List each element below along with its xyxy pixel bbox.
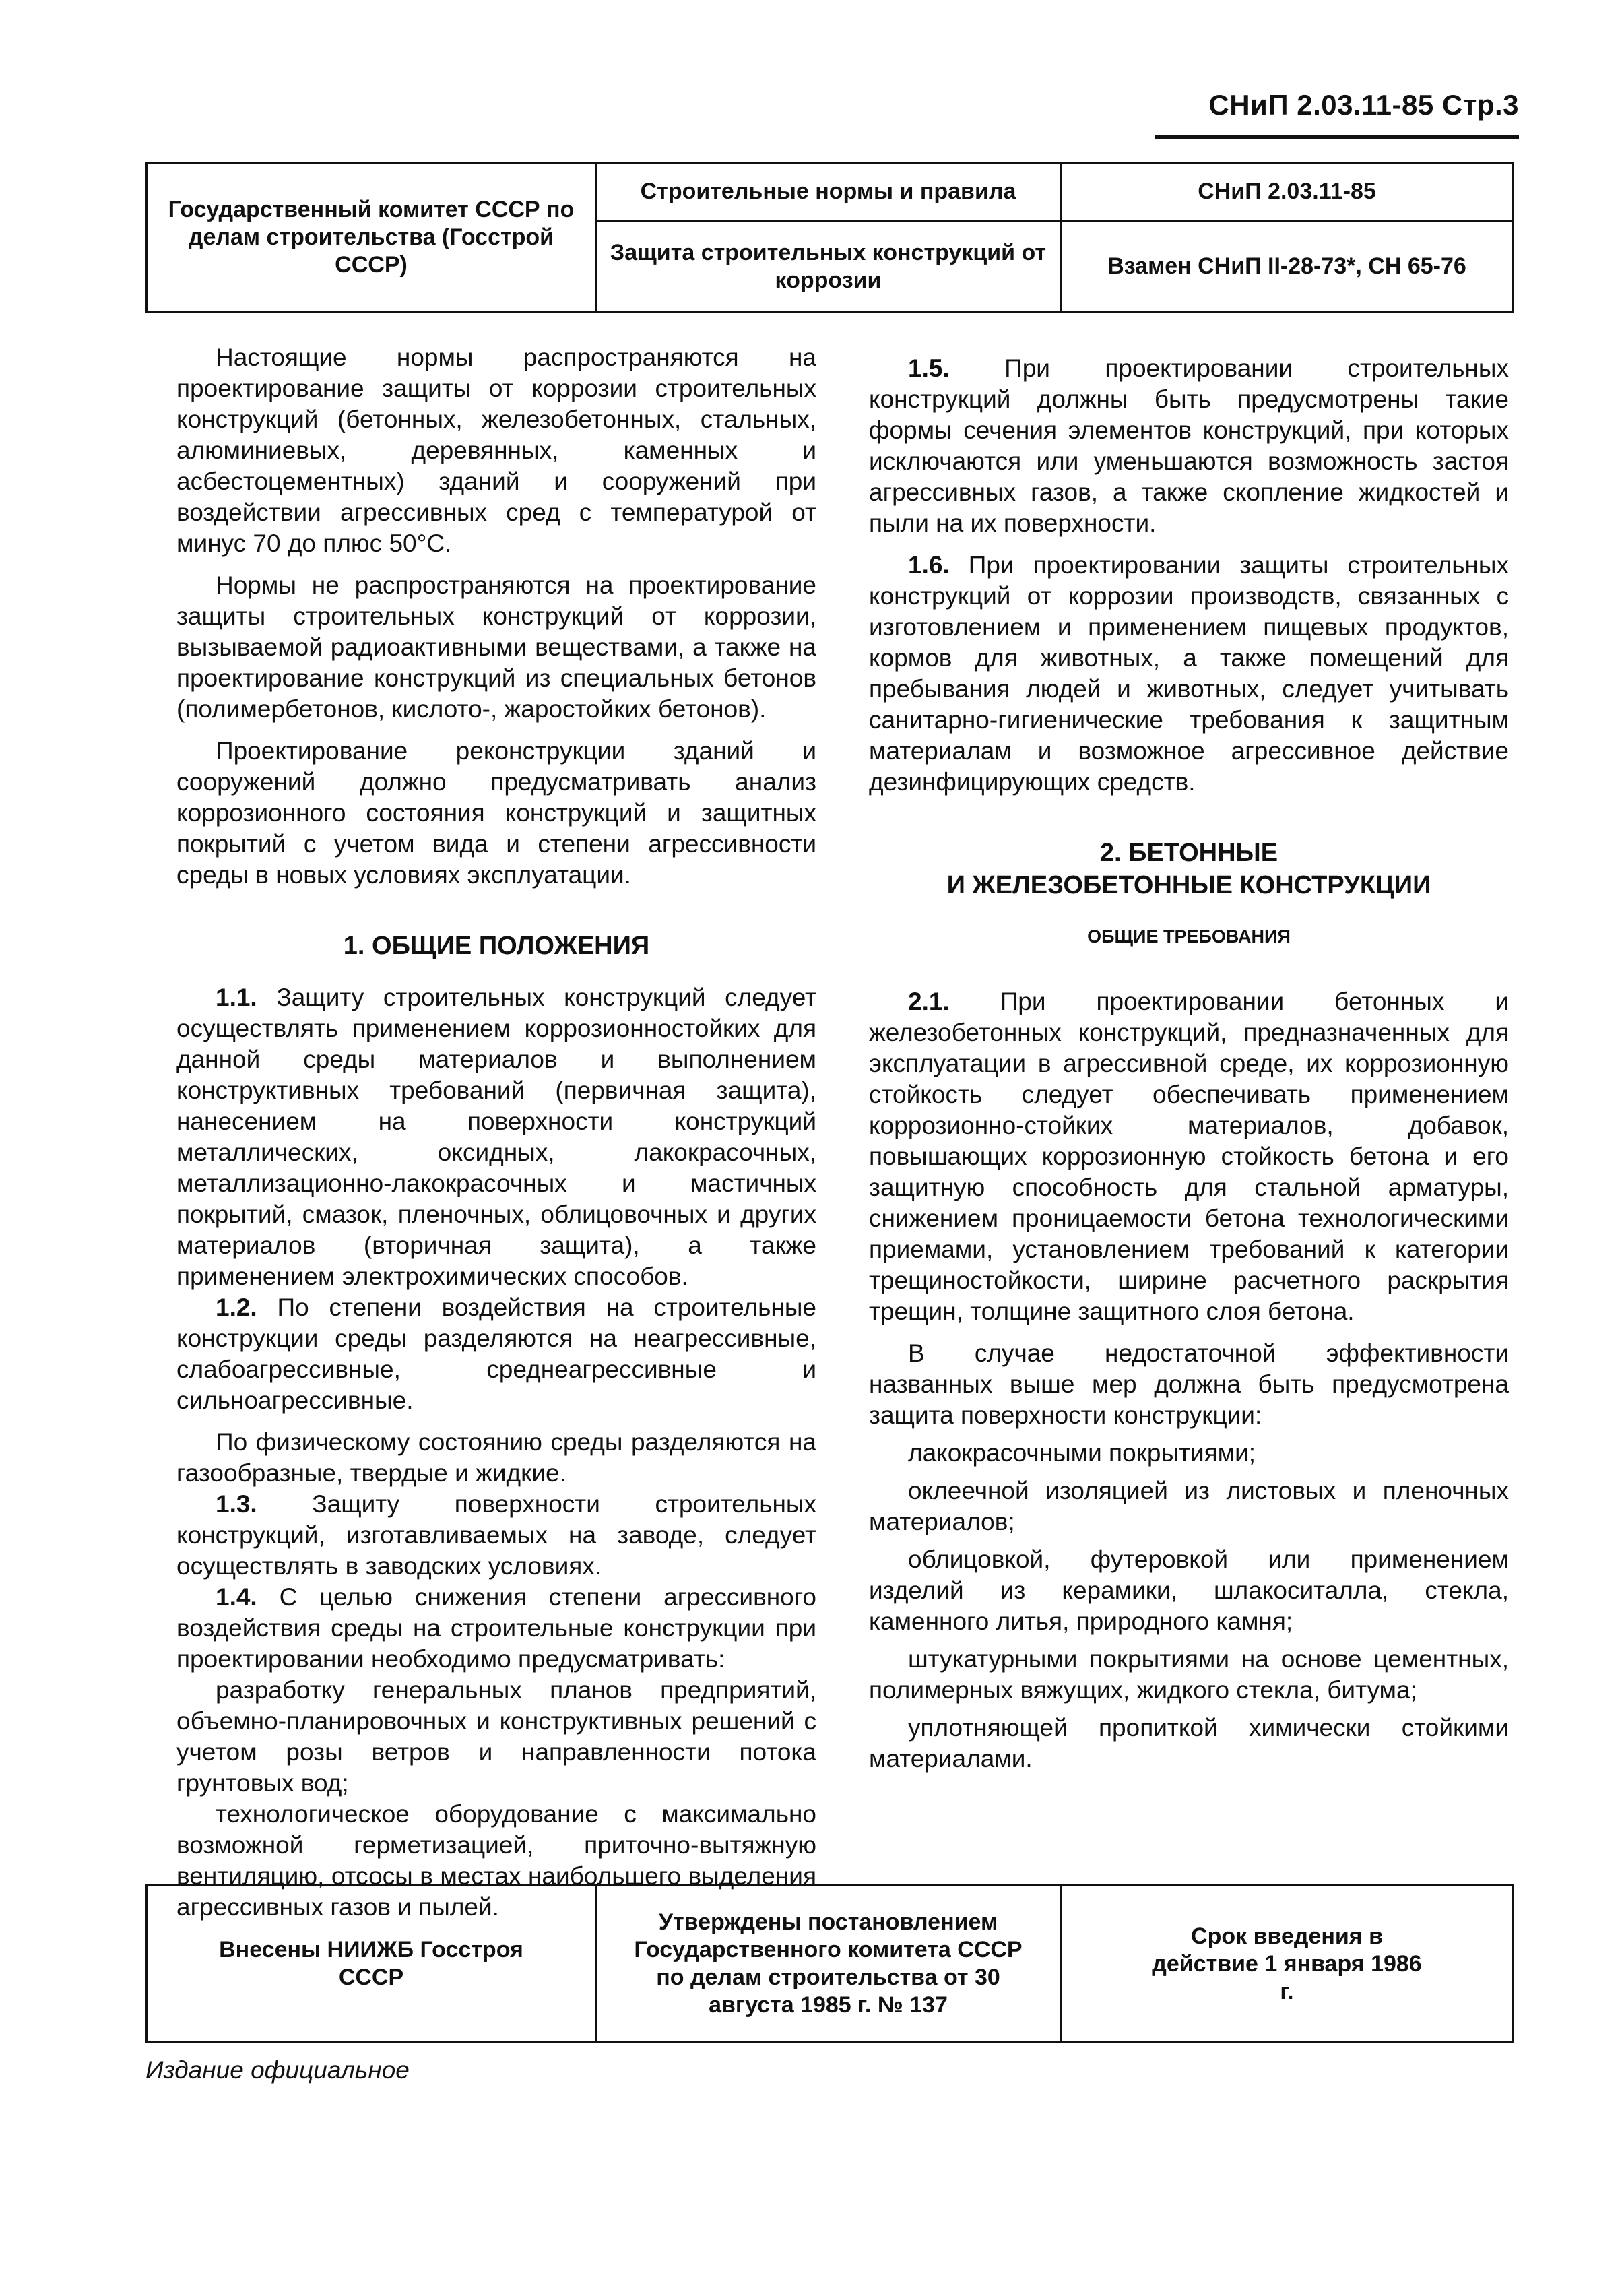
effective-cell: Срок введения в действие 1 января 1986 г. [1061,1886,1514,2043]
list-item: облицовкой, футеровкой или применением изделий из керамики, шлакоситалла, стекла, каменного литья, природного камня; [869,1545,1509,1635]
list-item: разработку генеральных планов предприятий, объемно-планировочных и конструктивных решений с учетом розы ветров и направленности потока грунтовых вод; [176,1676,816,1797]
list-item: технологическое оборудование с максимально возможной герметизацией, приточно-вытяжную вентиляцию, отсосы в местах наибольшего выделения агрессивных газов и пылей. [176,1800,816,1921]
clause-number: 1.2. [216,1294,257,1321]
section-1-heading: 1. ОБЩИЕ ПОЛОЖЕНИЯ [343,932,650,960]
replaces-cell: Взамен СНиП II-28-73*, СН 65-76 [1061,221,1514,313]
committee-cell: Государственный комитет СССР по делам строительства (Госстрой СССР) [147,163,596,313]
clause-1-2 [176,1292,816,1416]
clause-number: 1.1. [216,984,257,1011]
clause-text: С целью снижения степени агрессивного воздействия среды на строительные конструкции при проектировании необходимо предусматривать: [176,1583,816,1673]
title-cell: Защита строительных конструкций от коррозии [596,221,1061,313]
running-header-rule [1155,135,1519,139]
intro-paragraph: Нормы не распространяются на проектирование защиты строительных конструкций от коррозии, вызываемой радиоактивными веществами, а также на проектирование конструкций из специальных бетонов (полимербетонов, кислото-, жаростойких бетонов). [176,571,816,723]
clause-2-1-continuation: В случае недостаточной эффективности названных выше мер должна быть предусмотрена защита поверхности конструкции: [869,1339,1509,1429]
header-table [145,162,1514,313]
submitted-cell: Внесены НИИЖБ Госстроя СССР [147,1886,596,2043]
code-cell: СНиП 2.03.11-85 [1061,163,1514,221]
section-2-heading [869,837,1509,901]
clause-1-6 [869,550,1509,798]
clause-1-4 [176,1582,816,1675]
clause-number: 1.5. [908,354,950,382]
clause-1-2-continuation: По физическому состоянию среды разделяются на газообразные, твердые и жидкие. [176,1428,816,1487]
approved-cell: Утверждены постановлением Государственного комитета СССР по делам строительства от 30 августа 1985 г. № 137 [596,1886,1061,2043]
intro-paragraph: Проектирование реконструкции зданий и сооружений должно предусматривать анализ коррозионного состояния конструкций и защитных покрытий с учетом вида и степени агрессивности среды в новых условиях эксплуатации. [176,737,816,889]
clause-text: Защиту поверхности строительных конструкций, изготавливаемых на заводе, следует осуществлять в заводских условиях. [176,1490,817,1580]
norms-type-cell: Строительные нормы и правила [596,163,1061,221]
official-edition-note: Издание официальное [145,2056,410,2084]
clause-1-1 [176,982,816,1292]
clause-text: Защиту строительных конструкций следует осуществлять применением коррозионностойких для данной среды материалов и выполнением конструктивных требований (первичная защита), нанесением на поверхности конструкций металлических, оксидных, лакокрасочных, металлизационно-лакокрасочных и мастичных покрытий, смазок, пленочных, облицовочных и других материалов (вторичная защита), а также применением электрохимических способов. [176,984,817,1290]
clause-number: 1.6. [908,551,950,579]
list-item: оклеечной изоляцией из листовых и пленочных материалов; [869,1477,1509,1535]
clause-text: При проектировании строительных конструкций должны быть предусмотрены такие формы сечения элементов конструкций, при которых исключаются или уменьшаются возможность застоя агрессивных газов, а также скопление жидкостей и пыли на их поверхности. [869,354,1509,537]
list-item: лакокрасочными покрытиями; [908,1439,1256,1467]
clause-number: 2.1. [908,988,950,1015]
intro-paragraph: Настоящие нормы распространяются на проектирование защиты от коррозии строительных конструкций (бетонных, железобетонных, стальных, алюминиевых, деревянных, каменных и асбестоцементных) зданий и сооружений при воздействии агрессивных сред с температурой от минус 70 до плюс 50°С. [176,344,816,557]
clause-text: При проектировании защиты строительных конструкций от коррозии производств, связанных с изготовлением и применением пищевых продуктов, кормов для животных, а также помещений для пребывания людей и животных, следует учитывать санитарно-гигиенические требования к защитным материалам и возможное агрессивное действие дезинфицирующих средств. [869,551,1509,796]
clause-text: По степени воздействия на строительные конструкции среды разделяются на неагрессивные, слабоагрессивные, среднеагрессивные и сильноагрессивные. [176,1294,816,1414]
footer-table [145,1884,1514,2043]
subsection-heading: ОБЩИЕ ТРЕБОВАНИЯ [1087,926,1291,947]
clause-2-1 [869,986,1509,1327]
section-2-heading-line: И ЖЕЛЕЗОБЕТОННЫЕ КОНСТРУКЦИИ [946,871,1431,899]
list-item: штукатурными покрытиями на основе цементных, полимерных вяжущих, жидкого стекла, битума; [869,1645,1509,1704]
clause-text: При проектировании бетонных и железобетонных конструкций, предназначенных для эксплуатации в агрессивной среде, их коррозионную стойкость следует обеспечивать применением коррозионно-стойких материалов, добавок, повышающих коррозионную стойкость бетона и его защитную способность для стальной арматуры, снижением проницаемости бетона технологическими приемами, установлением требований к категории трещиностойкости, ширине расчетного раскрытия трещин, толщине защитного слоя бетона. [869,988,1509,1325]
clause-1-3 [176,1489,816,1582]
left-column [176,342,816,1923]
clause-1-5 [869,353,1509,539]
section-2-heading-line: 2. БЕТОННЫЕ [1099,839,1278,867]
right-column [869,342,1509,1775]
running-header: СНиП 2.03.11-85 Стр.3 [1208,89,1519,121]
clause-number: 1.4. [216,1583,257,1611]
list-item: уплотняющей пропиткой химически стойкими материалами. [869,1714,1509,1773]
clause-number: 1.3. [216,1490,257,1518]
